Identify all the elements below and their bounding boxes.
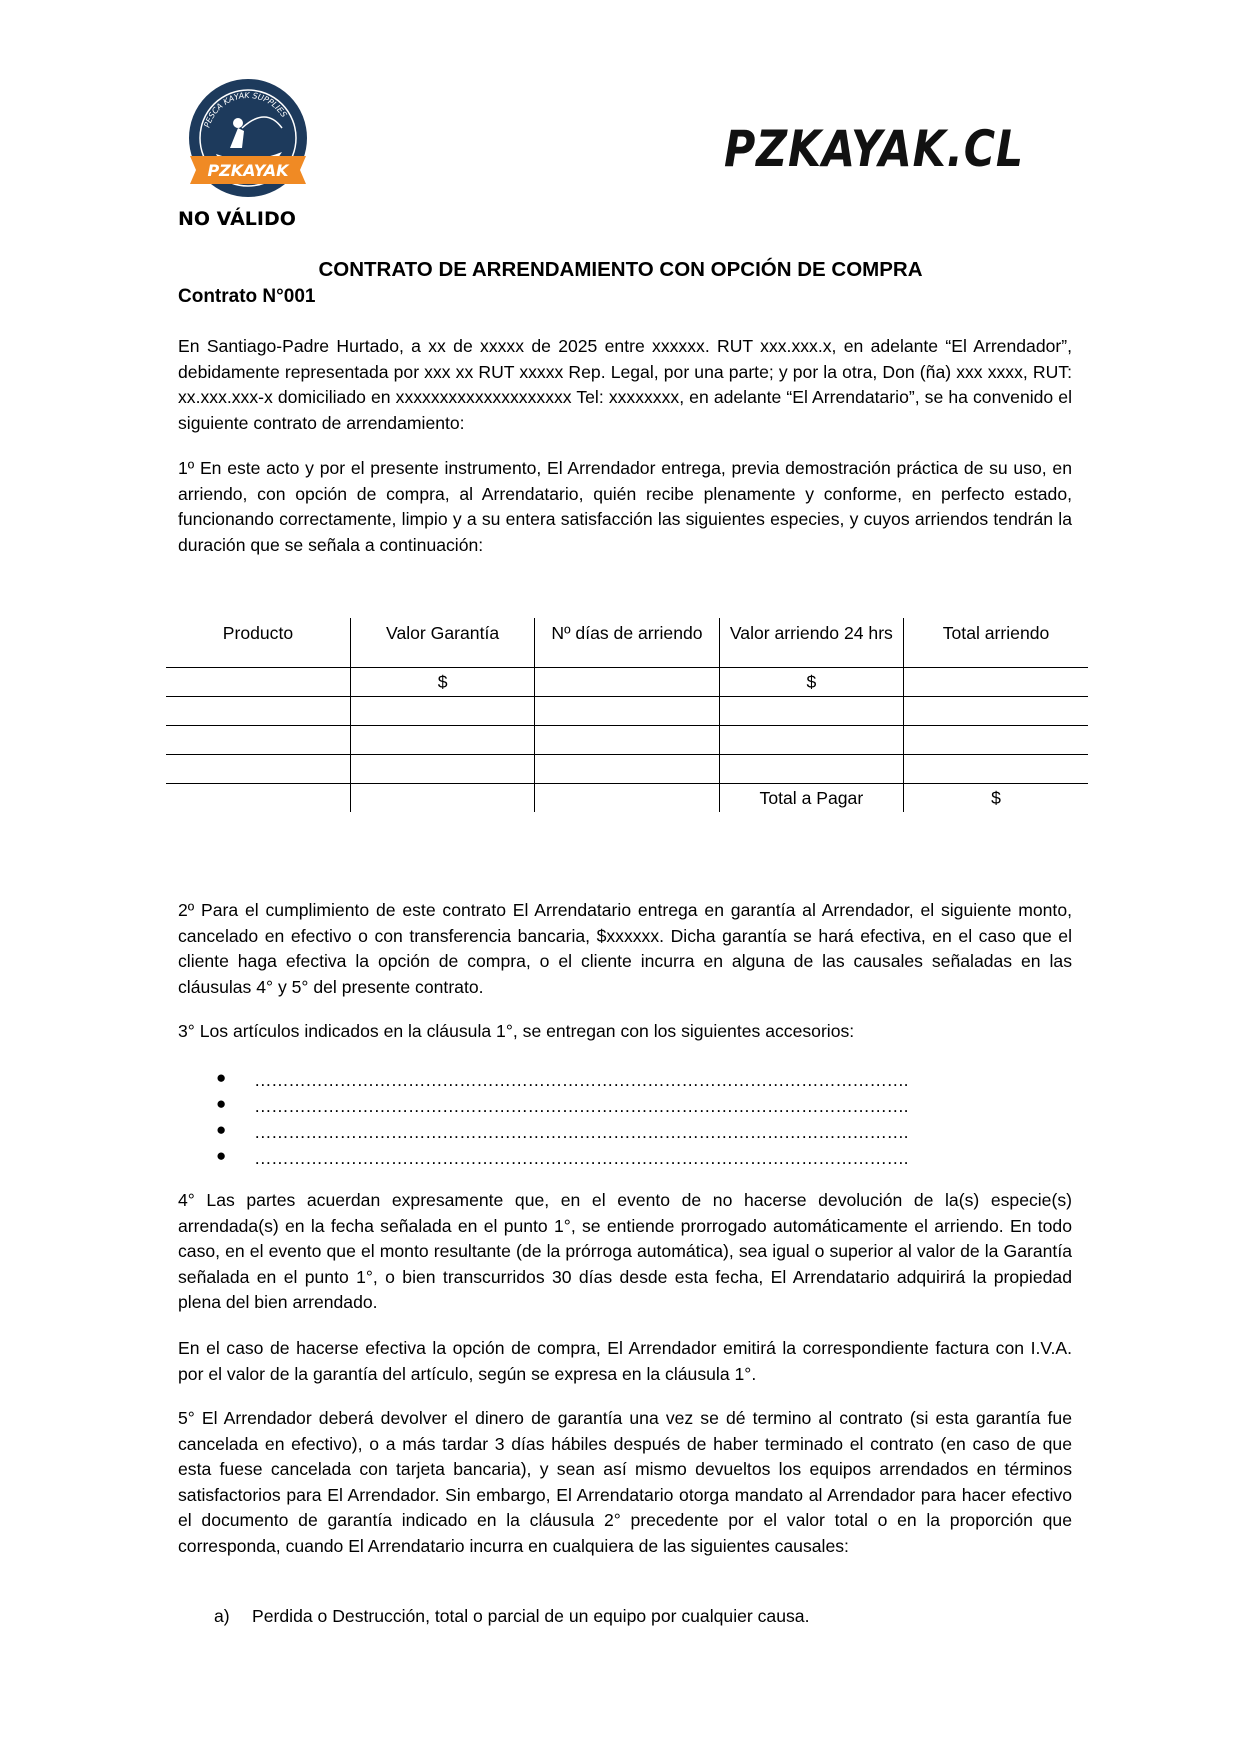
total-a-pagar-label: Total a Pagar <box>719 784 903 813</box>
table-cell <box>166 697 350 726</box>
total-a-pagar-value: $ <box>904 784 1088 813</box>
logo-wordmark: PZKAYAK <box>207 161 289 180</box>
products-table <box>166 618 1088 812</box>
table-header-row <box>166 618 1088 668</box>
header-valor-garantia: Valor Garantía <box>350 618 534 668</box>
table-cell <box>350 697 534 726</box>
table-cell <box>904 697 1088 726</box>
table-cell <box>166 726 350 755</box>
bullet-icon: ● <box>216 1120 227 1139</box>
document-title: CONTRATO DE ARRENDAMIENTO CON OPCIÓN DE COMPRA <box>318 258 923 281</box>
accessory-line: ……………………………………………………………………………………………………. <box>254 1070 908 1090</box>
table-cell <box>719 726 903 755</box>
bullet-icon: ● <box>216 1094 227 1113</box>
header-total-arriendo: Total arriendo <box>904 618 1088 668</box>
clause-1: 1º En este acto y por el presente instrumento, El Arrendador entrega, previa demostración práctica de su uso, en arriendo, con opción de compra, al Arrendatario, quién recibe plenamente y conforme, en perfecto estado, funcionando correctamente, limpio y a su entera satisfacción las siguientes especies, y cuyos arriendos tendrán la duración que se señala a continuación: <box>178 458 1072 555</box>
table-cell <box>535 755 719 784</box>
company-logo <box>186 76 310 200</box>
table-cell <box>719 697 903 726</box>
table-cell: $ <box>719 668 903 697</box>
table-cell <box>350 726 534 755</box>
table-cell <box>535 726 719 755</box>
svg-text:PZKAYAK.CL: PZKAYAK.CL <box>724 120 1024 178</box>
watermark-label: NO VÁLIDO <box>178 208 296 230</box>
table-cell <box>166 755 350 784</box>
table-cell <box>904 726 1088 755</box>
table-cell <box>904 755 1088 784</box>
table-cell <box>166 668 350 697</box>
header-valor-arriendo: Valor arriendo 24 hrs <box>719 618 903 668</box>
clause-3: 3° Los artículos indicados en la cláusula 1°, se entregan con los siguientes accesorios: <box>178 1021 855 1041</box>
table-total-row <box>166 784 1088 813</box>
contract-number: Contrato N°001 <box>178 286 316 307</box>
table-cell <box>535 668 719 697</box>
bullet-icon: ● <box>216 1146 227 1165</box>
table-cell <box>904 668 1088 697</box>
purchase-option-paragraph: En el caso de hacerse efectiva la opción de compra, El Arrendador emitirá la correspondiente factura con I.V.A. por el valor de la garantía del artículo, según se expresa en la cláusula 1°. <box>178 1338 1072 1384</box>
causal-a-text: Perdida o Destrucción, total o parcial de un equipo por cualquier causa. <box>252 1606 810 1626</box>
brand-wordmark <box>724 116 1030 176</box>
header-producto: Producto <box>222 623 294 643</box>
table-row <box>166 726 1088 755</box>
table-cell <box>350 755 534 784</box>
accessory-line: ……………………………………………………………………………………………………. <box>254 1122 908 1142</box>
clause-4: 4° Las partes acuerdan expresamente que, en el evento de no hacerse devolución de la(s) especie(s) arrendada(s) en la fecha señalada en el punto 1°, se entiende prorrogado automáticamente el arriendo. En todo caso, en el evento que el monto resultante (de la prórroga automática), sea igual o superior al valor de la Garantía señalada en el punto 1°, o bien transcurridos 30 días desde esta fecha, El Arrendatario adquirirá la propiedad plena del bien arrendado. <box>178 1190 1072 1312</box>
table-cell <box>350 784 534 813</box>
table-cell <box>535 697 719 726</box>
intro-paragraph: En Santiago-Padre Hurtado, a xx de xxxxx de 2025 entre xxxxxx. RUT xxx.xxx.x, en adelante “El Arrendador”, debidamente representada por xxx xx RUT xxxxx Rep. Legal, por una parte; y por la otra, Don (ña) xxx xxxx, RUT: xx.xxx.xxx-x domiciliado en xxxxxxxxxxxxxxxxxxxx Tel: xxxxxxxx, en adelante “El Arrendatario”, se ha convenido el siguiente contrato de arrendamiento: <box>178 336 1072 433</box>
accessory-line: ……………………………………………………………………………………………………. <box>254 1096 908 1116</box>
table-cell <box>535 784 719 813</box>
clause-5: 5° El Arrendador deberá devolver el dinero de garantía una vez se dé termino al contrato (si esta garantía fue cancelada en efectivo), o a más tardar 3 días hábiles después de haber terminado el contrato (en caso de que esta fuese cancelada con tarjeta bancaria), y sean así mismo devueltos los equipos arrendados en términos satisfactorios para El Arrendador. Sin embargo, El Arrendatario otorga mandato al Arrendador para hacer efectivo el documento de garantía indicado en la cláusula 2° precedente por el valor total o en la proporción que corresponda, cuando El Arrendatario incurra en cualquiera de las siguientes causales: <box>178 1408 1072 1556</box>
bullet-icon: ● <box>216 1068 227 1087</box>
header-dias-arriendo: Nº días de arriendo <box>535 618 719 668</box>
table-cell: $ <box>350 668 534 697</box>
accessory-line: ……………………………………………………………………………………………………. <box>254 1148 908 1168</box>
table-row <box>166 668 1088 697</box>
table-cell <box>166 784 350 813</box>
table-cell <box>719 755 903 784</box>
table-row <box>166 755 1088 784</box>
table-row <box>166 697 1088 726</box>
causal-a-marker: a) <box>214 1606 230 1626</box>
logo-ring-text: PESCA KAYAK SUPPLIES <box>202 90 289 129</box>
clause-2: 2º Para el cumplimiento de este contrato El Arrendatario entrega en garantía al Arrendador, el siguiente monto, cancelado en efectivo o con transferencia bancaria, $xxxxxx. Dicha garantía se hará efectiva, en el caso que el cliente haga efectiva la opción de compra, o el cliente incurra en alguna de las causales señaladas en las cláusulas 4° y 5° del presente contrato. <box>178 900 1072 997</box>
